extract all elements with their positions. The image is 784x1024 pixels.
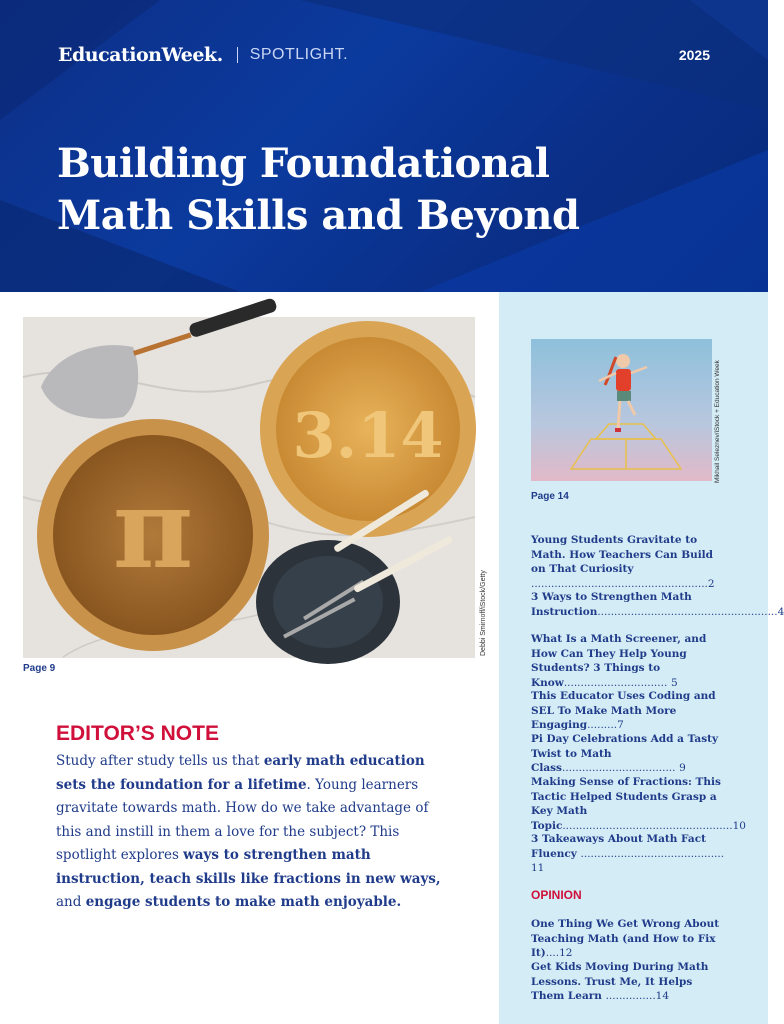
toc-item[interactable]: 3 Takeaways About Math Fact Fluency ........................................... 11 bbox=[531, 833, 725, 874]
editor-text: Study after study tells us that bbox=[56, 753, 264, 769]
editors-note-heading: EDITOR’S NOTE bbox=[56, 722, 219, 745]
editor-emphasis: engage students to make math enjoyable. bbox=[85, 894, 402, 910]
svg-text:3.14: 3.14 bbox=[292, 399, 444, 472]
photo-page-ref: Page 9 bbox=[23, 663, 56, 674]
editor-emphasis: early math education sets the foundation for a lifetime bbox=[56, 753, 425, 793]
brand-divider bbox=[237, 47, 238, 63]
cover-header bbox=[0, 0, 768, 292]
issue-year: 2025 bbox=[678, 47, 710, 63]
toc-page-number: 11 bbox=[531, 862, 545, 874]
toc-page-number: 10 bbox=[732, 819, 746, 832]
title-line-1: Building Foundational bbox=[57, 140, 550, 187]
pie-photo bbox=[23, 317, 475, 658]
page-title bbox=[57, 138, 677, 242]
toc-item[interactable]: This Educator Uses Coding and SEL To Make Math More Engaging.........7 bbox=[531, 690, 716, 731]
editors-note-body bbox=[56, 750, 456, 915]
editor-text: and bbox=[56, 894, 86, 910]
hopscotch-illustration bbox=[531, 339, 712, 481]
toc-page-number: 9 bbox=[679, 762, 686, 774]
illustration-credit: Mikhail Seleznev/iStock + Education Week bbox=[714, 360, 721, 483]
opinion-toc-item[interactable]: One Thing We Get Wrong About Teaching Math (and How to Fix It)....12 bbox=[531, 918, 720, 959]
editor-emphasis: ways to strengthen math instruction, teach skills like fractions in new ways, bbox=[56, 847, 441, 887]
toc-item[interactable]: Pi Day Celebrations Add a Tasty Twist to Math Class.................................. 9 bbox=[531, 733, 719, 774]
title-line-2: Math Skills and Beyond bbox=[57, 192, 580, 239]
svg-text:π: π bbox=[112, 464, 194, 593]
toc-page-number: 7 bbox=[617, 719, 624, 731]
opinion-heading: OPINION bbox=[531, 888, 582, 902]
toc-page-number: 4 bbox=[777, 605, 784, 618]
brand-lockup bbox=[58, 44, 348, 66]
education-week-logo: EducationWeek. bbox=[58, 44, 223, 66]
photo-credit: Debbi Smirnoff/iStock/Getty bbox=[480, 570, 487, 656]
toc-item[interactable]: 3 Ways to Strengthen Math Instruction......................................................4 bbox=[531, 591, 784, 618]
toc-page-number: 5 bbox=[670, 676, 678, 689]
spotlight-label: SPOTLIGHT. bbox=[249, 46, 349, 63]
toc-item[interactable]: Young Students Gravitate to Math. How Teachers Can Build on That Curiosity .....................................................2 bbox=[531, 534, 715, 590]
editor-text: . Young learners gravitate towards math. How do we take advantage of this and instill in them a love for the subject? This spotlight explores bbox=[56, 776, 429, 863]
illustration-page-ref: Page 14 bbox=[531, 491, 569, 502]
opinion-toc-item[interactable]: Get Kids Moving During Math Lessons. Trust Me, It Helps Them Learn ...............14 bbox=[531, 961, 709, 1002]
toc-page-number: 14 bbox=[655, 990, 670, 1002]
toc-page-number: 2 bbox=[707, 577, 715, 590]
toc-page-number: 12 bbox=[559, 947, 573, 959]
toc-item[interactable]: What Is a Math Screener, and How Can They Help Young Students? 3 Things to Know............................... 5 bbox=[531, 633, 707, 689]
toc-item[interactable]: Making Sense of Fractions: This Tactic Helped Students Grasp a Key Math Topic...................................................10 bbox=[531, 776, 746, 832]
